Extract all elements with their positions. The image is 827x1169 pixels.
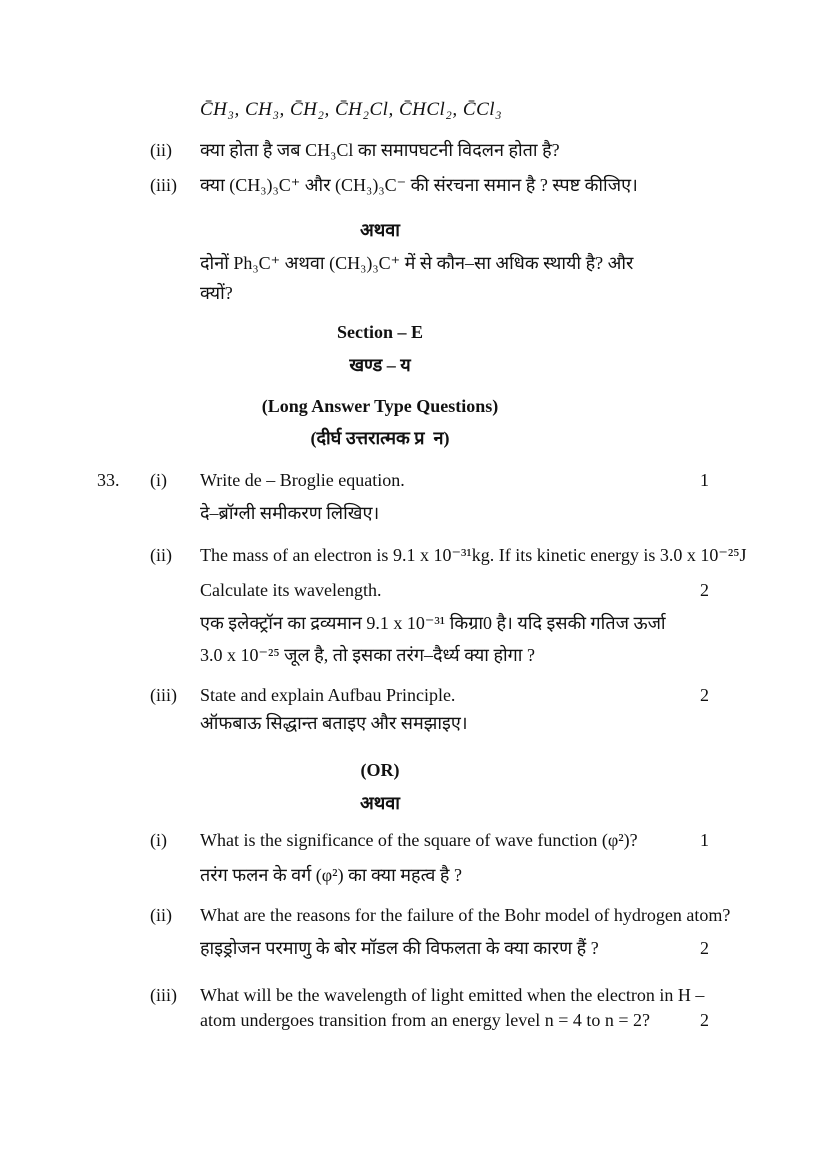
question-part-row [97,468,807,492]
part-text-en: atom undergoes transition from an energy level n = 4 to n = 2? [200,1010,651,1030]
or-heading-hi: अथवा [360,220,400,240]
question-number-spacer [97,828,150,852]
question-number-spacer [97,903,150,927]
or-heading-hi: अथवा [360,793,400,813]
part-label: (ii) [150,545,172,565]
question-part-row [97,863,807,887]
carbanion-formula-row [97,98,807,122]
question-part-row [97,611,807,635]
question-part-row [97,828,807,852]
question-part-row [97,501,807,525]
section-subtitle-en: (Long Answer Type Questions) [261,396,499,416]
question-number-spacer [97,138,150,162]
part-text-hi: एक इलेक्ट्रॉन का द्रव्यमान 9.1 x 10⁻³¹ किग्रा0 है। यदि इसकी गतिज ऊर्जा [200,613,666,633]
question-part-row [97,936,807,960]
question-number-spacer [97,173,150,197]
part-text-hi: क्या होता है जब CH₃Cl का समापघटनी विदलन होता है? [200,140,560,160]
part-text-en: State and explain Aufbau Principle. [200,685,456,705]
marks-value: 2 [700,685,709,705]
question-number-spacer [97,683,150,707]
or-heading-en: (OR) [360,760,400,780]
part-text-en: The mass of an electron is 9.1 x 10⁻³¹kg. If its kinetic energy is 3.0 x 10⁻²⁵J [200,545,747,565]
part-label: (iii) [150,985,177,1005]
part-text-hi: 3.0 x 10⁻²⁵ जूल है, तो इसका तरंग–दैर्ध्य क्या होगा ? [200,645,535,665]
or-question-line2: क्यों? [200,283,233,303]
question-number: 33. [97,470,120,490]
question-part-row [97,983,807,1007]
section-subtitle-hi: (दीर्घ उत्तरात्मक प्र न) [310,428,450,448]
part-label: (iii) [150,685,177,705]
part-text-en: What is the significance of the square of wave function (φ²)? [200,830,638,850]
marks-value: 2 [700,1010,709,1030]
question-part-row [97,643,807,667]
part-text-hi: ऑफबाऊ सिद्धान्त बताइए और समझाइए। [200,713,468,733]
or-question-row [97,251,807,275]
question-number-spacer [97,983,150,1007]
question-part-row [97,683,807,707]
question-part-row [97,1008,807,1032]
question-part-row [97,903,807,927]
marks-value: 2 [700,938,709,958]
marks-value: 1 [700,470,709,490]
part-text-en: What are the reasons for the failure of the Bohr model of hydrogen atom? [200,905,731,925]
part-text-hi: तरंग फलन के वर्ग (φ²) का क्या महत्व है ? [200,865,462,885]
or-question-line1: दोनों Ph₃C⁺ अथवा (CH₃)₃C⁺ में से कौन–सा अधिक स्थायी है? और [200,253,634,273]
chemical-formula-line: C̄H₃, CH₃, C̄H₂, C̄H₂Cl, C̄HCl₂, C̄Cl₃ [200,99,503,120]
question-part-row [97,711,807,735]
part-text-en: Calculate its wavelength. [200,580,382,600]
question-part-row [97,138,807,162]
part-text-en: What will be the wavelength of light emitted when the electron in H – [200,985,705,1005]
or-question-row [97,281,807,305]
part-label: (ii) [150,905,172,925]
marks-value: 1 [700,830,709,850]
marks-value: 2 [700,580,709,600]
part-text-en: Write de – Broglie equation. [200,470,405,490]
part-text-hi: दे–ब्रॉग्ली समीकरण लिखिए। [200,503,380,523]
part-label: (i) [150,470,167,490]
question-part-row [97,578,807,602]
question-part-row [97,173,807,197]
part-text-hi: क्या (CH₃)₃C⁺ और (CH₃)₃C⁻ की संरचना समान है ? स्पष्ट कीजिए। [200,175,638,195]
part-text-hi: हाइड्रोजन परमाणु के बोर मॉडल की विफलता के क्या कारण हैं ? [200,938,599,958]
section-title-en: Section – E [336,322,423,342]
question-number-spacer [97,543,150,567]
question-part-row [97,543,807,567]
section-title-hi: खण्ड – य [349,355,411,375]
part-label: (iii) [150,175,177,195]
part-label: (i) [150,830,167,850]
part-label: (ii) [150,140,172,160]
